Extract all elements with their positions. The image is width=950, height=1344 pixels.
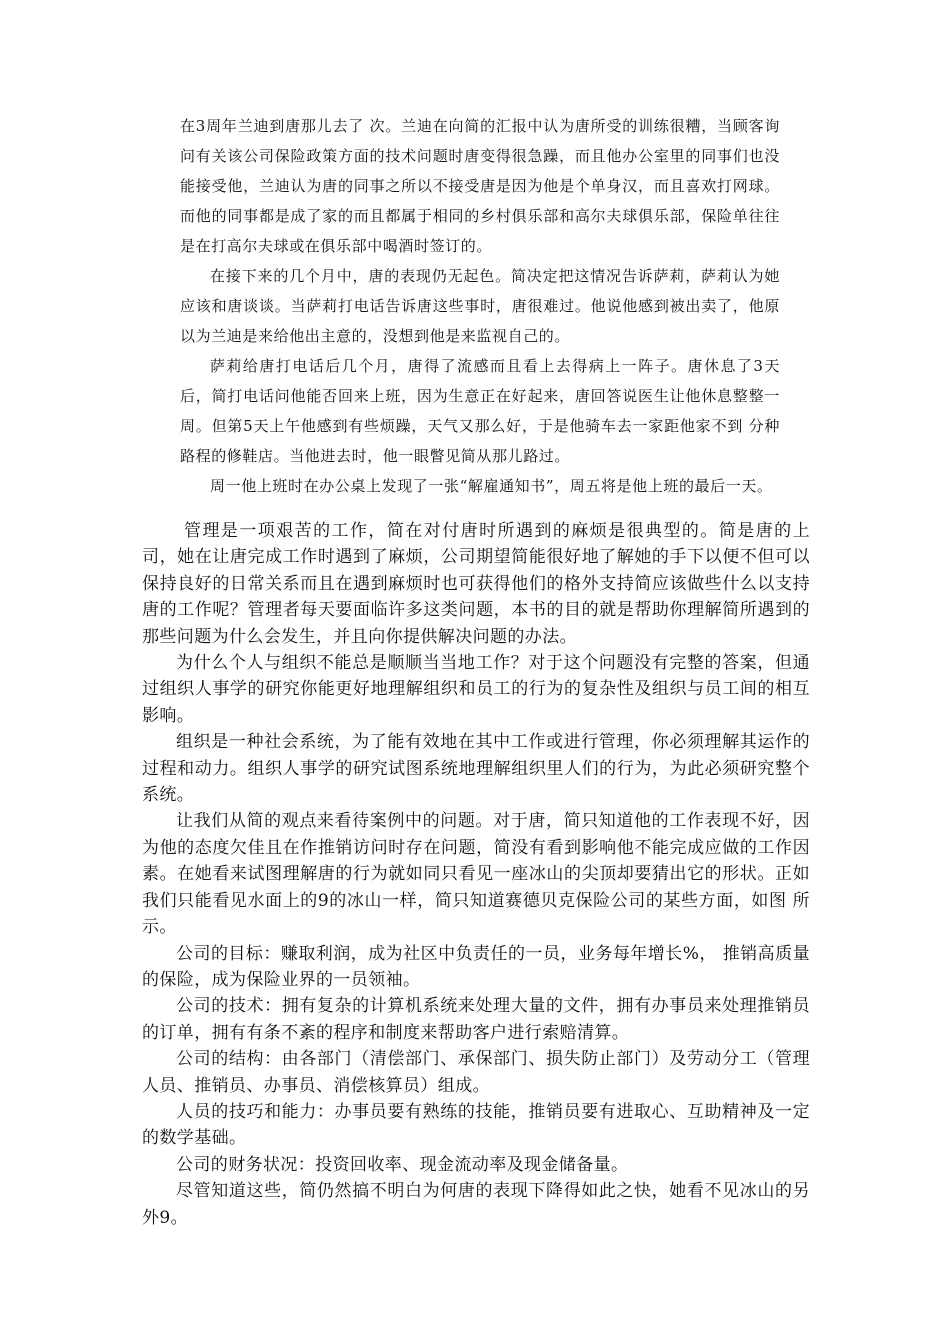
case-paragraph-2: 在接下来的几个月中，唐的表现仍无起色。简决定把这情况告诉萨莉，萨莉认为她应该和唐谈谈。当萨莉打电话告诉唐这些事时，唐很难过。他说他感到被出卖了，他原以为兰迪是来给他出主意的，没想到他是来监视自己的。 (180, 267, 780, 345)
body-text (142, 518, 810, 1231)
body-paragraph-3: 组织是一种社会系统，为了能有效地在其中工作或进行管理，你必须理解其运作的过程和动力。组织人事学的研究试图系统地理解组织里人们的行为，为此必须研究整个系统。 (142, 732, 810, 806)
body-paragraph-goals: 公司的目标：赚取利润，成为社区中负责任的一员，业务每年增长%， 推销高质量的保险，成为保险业界的一员领袖。 (142, 943, 810, 990)
body-paragraph-2: 为什么个人与组织不能总是顺顺当当地工作？对于这个问题没有完整的答案，但通过组织人事学的研究你能更好地理解组织和员工的行为的复杂性及组织与员工间的相互影响。 (142, 653, 810, 726)
case-study-excerpt (180, 111, 780, 501)
body-paragraph-conclusion: 尽管知道这些，简仍然搞不明白为何唐的表现下降得如此之快，她看不见冰山的另外9。 (142, 1181, 810, 1228)
case-paragraph-4: 周一他上班时在办公桌上发现了一张“解雇通知书”，周五将是他上班的最后一天。 (210, 477, 773, 495)
body-paragraph-structure: 公司的结构：由各部门（清偿部门、承保部门、损失防止部门）及劳动分工（管理人员、推销员、办事员、消偿核算员）组成。 (142, 1049, 810, 1096)
body-paragraph-finance: 公司的财务状况：投资回收率、现金流动率及现金储备量。 (176, 1154, 629, 1175)
body-paragraph-4: 让我们从简的观点来看待案例中的问题。对于唐，简只知道他的工作表现不好，因为他的态度欠佳且在作推销访问时存在问题，简没有看到影响他不能完成应做的工作因素。在她看来试图理解唐的行为就如同只看见一座冰山的尖顶却要猜出它的形状。正如我们只能看见水面上的9的冰山一样，简只知道赛德贝克保险公司的某些方面，如图 所示。 (142, 811, 810, 938)
case-paragraph-3: 萨莉给唐打电话后几个月，唐得了流感而且看上去得病上一阵子。唐休息了3天后，简打电话问他能否回来上班，因为生意正在好起来，唐回答说医生让他休息整整一周。但第5天上午他感到有些烦躁，天气又那么好，于是他骑车去一家距他家不到 分种路程的修鞋店。当他进去时，他一眼瞥见简从那儿路过。 (180, 357, 780, 465)
body-paragraph-technology: 公司的技术：拥有复杂的计算机系统来处理大量的文件，拥有办事员来处理推销员的订单，拥有有条不紊的程序和制度来帮助客户进行索赔清算。 (142, 996, 810, 1043)
body-paragraph-skills: 人员的技巧和能力：办事员要有熟练的技能，推销员要有进取心、互助精神及一定的数学基础。 (142, 1101, 810, 1149)
case-paragraph-1: 在3周年兰迪到唐那儿去了 次。兰迪在向简的汇报中认为唐所受的训练很糟，当顾客询问有关该公司保险政策方面的技术问题时唐变得很急躁，而且他办公室里的同事们也没能接受他，兰迪认为唐的同事之所以不接受唐是因为他是个单身汉，而且喜欢打网球。而他的同事都是成了家的而且都属于相同的乡村俱乐部和高尔夫球俱乐部，保险单往往是在打高尔夫球或在俱乐部中喝酒时签订的。 (180, 117, 780, 255)
body-paragraph-1: 管理是一项艰苦的工作，简在对付唐时所遇到的麻烦是很典型的。简是唐的上司，她在让唐完成工作时遇到了麻烦，公司期望简能很好地了解她的手下以便不但可以保持良好的日常关系而且在遇到麻烦时也可获得他们的格外支持简应该做些什么以支持唐的工作呢？管理者每天要面临许多这类问题，本书的目的就是帮助你理解简所遇到的那些问题为什么会发生，并且向你提供解决问题的办法。 (142, 521, 810, 647)
